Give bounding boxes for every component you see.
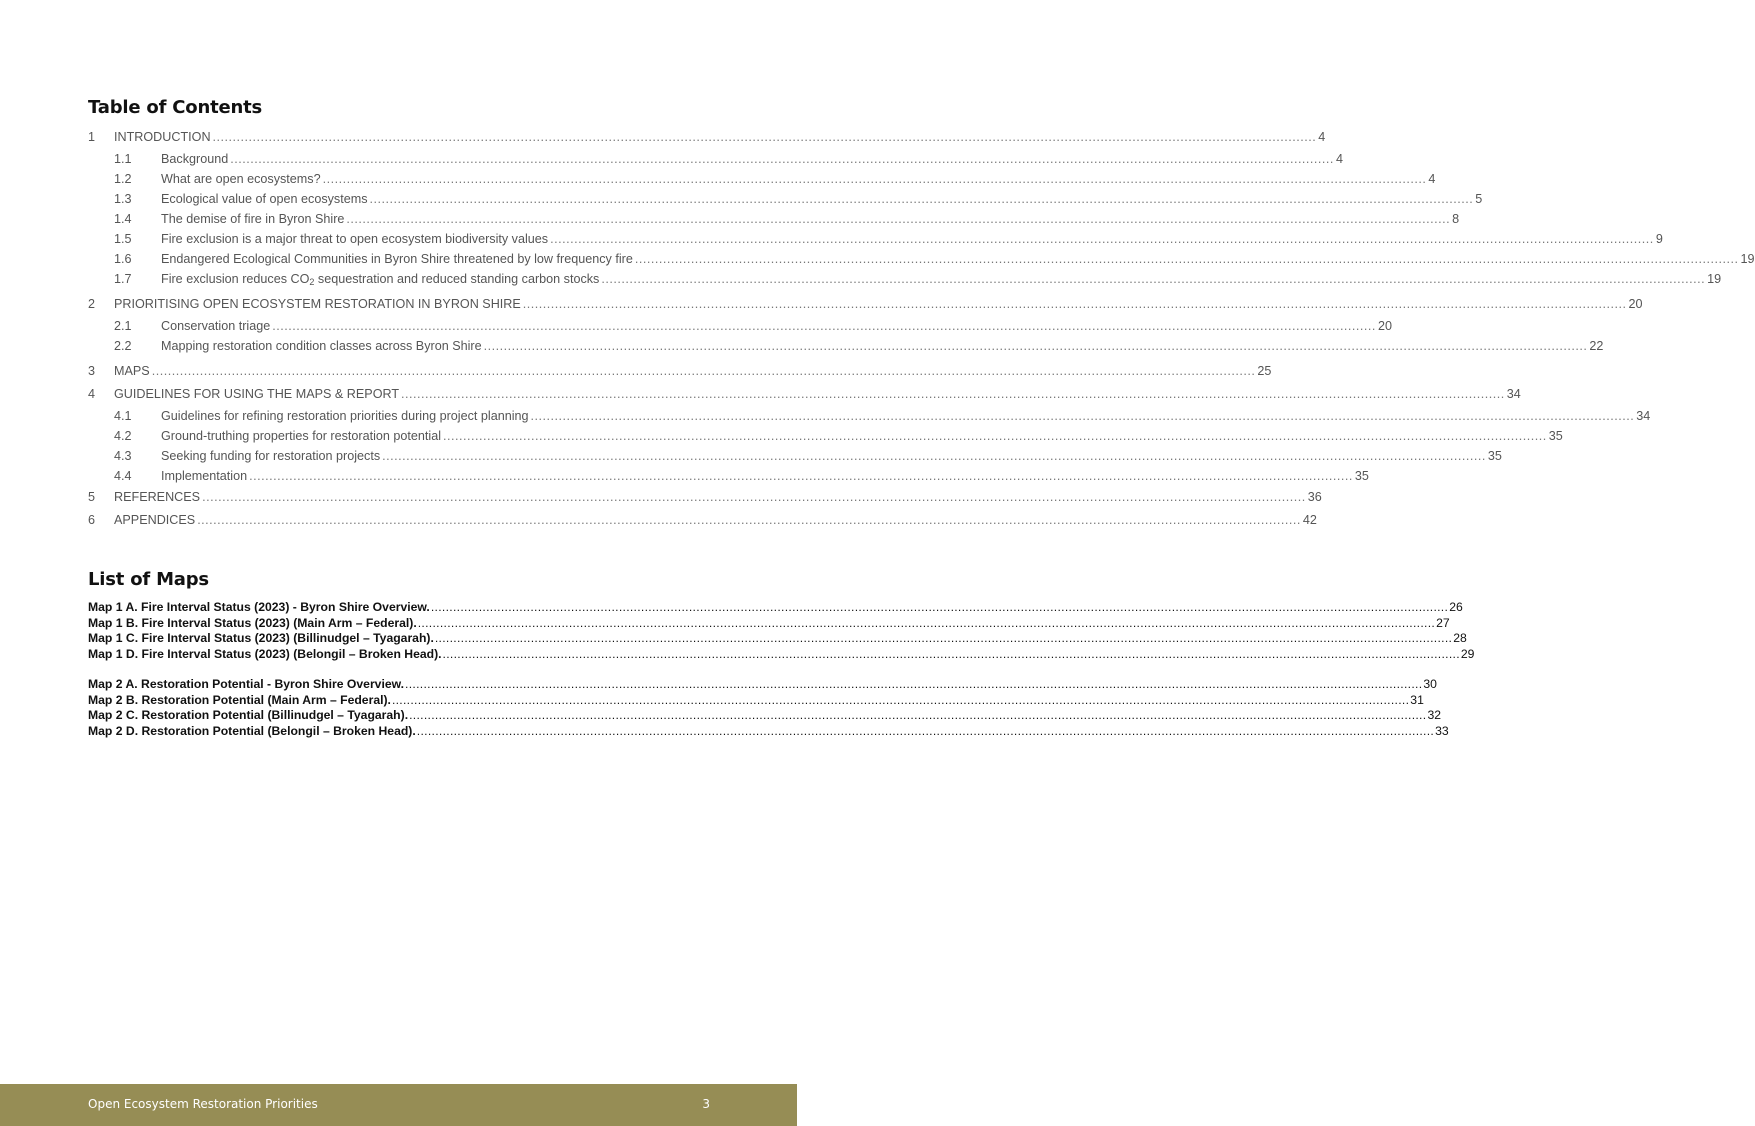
- toc-entry-page: 35: [1487, 449, 1502, 463]
- toc-entry-page: 19: [1707, 272, 1722, 286]
- subscript: 2: [309, 277, 315, 287]
- toc-entry-number: 2.1: [114, 319, 132, 333]
- toc-entry-page: 35: [1354, 469, 1369, 483]
- toc-entry-number: 5: [88, 490, 96, 504]
- map-entry-title: Map 1 B. Fire Interval Status (2023) (Main Arm – Federal).: [88, 615, 417, 630]
- toc-entry-2-2[interactable]: [88, 336, 1604, 356]
- toc-entry-page: 4: [1318, 130, 1326, 144]
- table-of-contents: [88, 126, 1755, 532]
- toc-entry-4-1[interactable]: [88, 406, 1651, 426]
- map-entry-title: Map 1 A. Fire Interval Status (2023) - Byron Shire Overview.: [88, 600, 430, 614]
- map-entry-title: Map 1 C. Fire Interval Status (2023) (Billinudgel – Tyagarah).: [88, 631, 434, 645]
- list-of-maps: [88, 600, 1475, 739]
- dot-leader: [401, 383, 1505, 406]
- toc-entry-4[interactable]: [88, 383, 1521, 406]
- toc-entry-number: 1.3: [114, 192, 132, 206]
- map-entry-page: 27: [1436, 615, 1450, 630]
- toc-entry-page: 22: [1589, 339, 1604, 353]
- map-entry-title: Map 1 D. Fire Interval Status (2023) (Belongil – Broken Head).: [88, 646, 442, 661]
- dot-leader: [382, 446, 1486, 466]
- toc-entry-page: 4: [1428, 172, 1436, 186]
- toc-entry-title: APPENDICES: [114, 513, 196, 527]
- toc-entry-title: Ground-truthing properties for restoration potential: [161, 429, 442, 443]
- toc-entry-1-4[interactable]: [88, 209, 1460, 229]
- toc-entry-title: Implementation: [161, 469, 248, 483]
- toc-entry-4-2[interactable]: [88, 426, 1563, 446]
- toc-entry-1-6[interactable]: [88, 249, 1755, 269]
- dot-leader: [405, 677, 1422, 693]
- toc-entry-page: 5: [1475, 192, 1483, 206]
- dot-leader: [443, 647, 1460, 663]
- toc-entry-page: 20: [1628, 297, 1643, 311]
- toc-entry-title: GUIDELINES FOR USING THE MAPS & REPORT: [114, 387, 400, 401]
- dot-leader: [635, 249, 1739, 269]
- toc-entry-title: MAPS: [114, 364, 150, 378]
- toc-entry-number: 1.1: [114, 152, 132, 166]
- map-entry-title: Map 2 A. Restoration Potential - Byron Shire Overview.: [88, 677, 405, 691]
- toc-entry-title: Fire exclusion is a major threat to open ecosystem biodiversity values: [161, 232, 549, 246]
- map-entry[interactable]: [88, 677, 1437, 693]
- toc-entry-number: 1.7: [114, 272, 132, 286]
- dot-leader: [418, 616, 1435, 632]
- toc-entry-title: Mapping restoration condition classes across Byron Shire: [161, 339, 482, 353]
- dot-leader: [197, 509, 1301, 532]
- toc-entry-5[interactable]: [88, 486, 1322, 509]
- toc-entry-title: [161, 269, 599, 289]
- toc-entry-page: 25: [1257, 364, 1272, 378]
- toc-entry-title: Endangered Ecological Communities in Byron Shire threatened by low frequency fire: [161, 252, 633, 266]
- toc-entry-3[interactable]: [88, 360, 1272, 383]
- toc-entry-4-4[interactable]: [88, 466, 1369, 486]
- map-entry[interactable]: [88, 600, 1463, 616]
- map-entry[interactable]: [88, 692, 1424, 709]
- toc-entry-1-7[interactable]: [88, 269, 1722, 289]
- toc-entry-page: 34: [1636, 409, 1651, 423]
- toc-entry-page: 4: [1335, 152, 1343, 166]
- map-entry[interactable]: [88, 646, 1475, 663]
- dot-leader: [370, 189, 1474, 209]
- toc-heading: Table of Contents: [88, 97, 263, 118]
- toc-entry-2[interactable]: [88, 293, 1643, 316]
- dot-leader: [431, 600, 1448, 616]
- toc-entry-number: 1.4: [114, 212, 132, 226]
- dot-leader: [152, 360, 1256, 383]
- toc-entry-number: 1.2: [114, 172, 132, 186]
- toc-entry-title: Ecological value of open ecosystems: [161, 192, 368, 206]
- dot-leader: [230, 149, 1334, 169]
- toc-entry-number: 1.6: [114, 252, 132, 266]
- footer-page-number: 3: [702, 1097, 710, 1111]
- toc-entry-page: 36: [1307, 490, 1322, 504]
- toc-entry-1-3[interactable]: [88, 189, 1483, 209]
- map-entry[interactable]: [88, 615, 1450, 632]
- dot-leader: [601, 269, 1705, 289]
- map-entry-page: 30: [1423, 677, 1437, 691]
- toc-entry-title: Conservation triage: [161, 319, 271, 333]
- dot-leader: [202, 486, 1306, 509]
- dot-leader: [531, 406, 1635, 426]
- dot-leader: [443, 426, 1547, 446]
- dot-leader: [392, 693, 1409, 709]
- dot-leader: [249, 466, 1353, 486]
- map-entry-page: 28: [1453, 631, 1467, 645]
- toc-entry-number: 4.4: [114, 469, 132, 483]
- toc-entry-title: What are open ecosystems?: [161, 172, 321, 186]
- toc-entry-page: 8: [1452, 212, 1460, 226]
- toc-entry-1-5[interactable]: [88, 229, 1663, 249]
- toc-entry-number: 3: [88, 364, 96, 378]
- toc-entry-number: 1.5: [114, 232, 132, 246]
- dot-leader: [550, 229, 1654, 249]
- toc-entry-page: 9: [1655, 232, 1663, 246]
- toc-entry-page: 42: [1302, 513, 1317, 527]
- toc-entry-title: Background: [161, 152, 229, 166]
- page-footer: [0, 1084, 797, 1126]
- map-entry-title: Map 2 C. Restoration Potential (Billinudgel – Tyagarah).: [88, 708, 409, 722]
- toc-entry-page: 20: [1377, 319, 1392, 333]
- toc-entry-page: 34: [1506, 387, 1521, 401]
- toc-entry-title-part: Fire exclusion reduces CO: [161, 272, 310, 286]
- toc-entry-4-3[interactable]: [88, 446, 1502, 466]
- map-entry-page: 26: [1449, 600, 1463, 614]
- toc-entry-page: 35: [1548, 429, 1563, 443]
- toc-entry-number: 4.1: [114, 409, 132, 423]
- map-entry[interactable]: [88, 708, 1441, 724]
- toc-entry-number: 6: [88, 513, 96, 527]
- map-entry-title: Map 2 B. Restoration Potential (Main Arm – Federal).: [88, 692, 391, 707]
- toc-entry-title: Guidelines for refining restoration priorities during project planning: [161, 409, 529, 423]
- map-entry[interactable]: [88, 631, 1467, 647]
- dot-leader: [323, 169, 1427, 189]
- toc-entry-1[interactable]: [88, 126, 1326, 149]
- maps-heading: List of Maps: [88, 569, 209, 590]
- toc-entry-1-1[interactable]: [88, 149, 1343, 169]
- dot-leader: [213, 126, 1317, 149]
- toc-entry-title: REFERENCES: [114, 490, 201, 504]
- toc-entry-number: 2: [88, 297, 96, 311]
- dot-leader: [417, 724, 1434, 740]
- toc-entry-number: 1: [88, 130, 96, 144]
- map-entry-page: 32: [1427, 708, 1441, 722]
- map-entry-page: 29: [1460, 646, 1475, 661]
- footer-document-title: Open Ecosystem Restoration Priorities: [88, 1097, 318, 1111]
- dot-leader: [272, 316, 1376, 336]
- toc-entry-number: 4.2: [114, 429, 132, 443]
- dot-leader: [409, 708, 1426, 724]
- toc-entry-title: The demise of fire in Byron Shire: [161, 212, 345, 226]
- toc-entry-6[interactable]: [88, 509, 1317, 532]
- toc-entry-title: PRIORITISING OPEN ECOSYSTEM RESTORATION IN BYRON SHIRE: [114, 297, 521, 311]
- dot-leader: [523, 293, 1627, 316]
- dot-leader: [346, 209, 1450, 229]
- toc-entry-number: 4.3: [114, 449, 132, 463]
- map-entry[interactable]: [88, 723, 1449, 740]
- dot-leader: [484, 336, 1588, 356]
- map-entry-title: Map 2 D. Restoration Potential (Belongil – Broken Head).: [88, 723, 416, 738]
- toc-entry-page: 19: [1740, 252, 1755, 266]
- toc-entry-number: 2.2: [114, 339, 132, 353]
- map-entry-page: 33: [1435, 723, 1449, 738]
- toc-entry-number: 4: [88, 387, 96, 401]
- toc-entry-title: INTRODUCTION: [114, 130, 211, 144]
- toc-entry-title: Seeking funding for restoration projects: [161, 449, 381, 463]
- map-entry-page: 31: [1410, 692, 1424, 707]
- toc-entry-1-2[interactable]: [88, 169, 1436, 189]
- toc-entry-2-1[interactable]: [88, 316, 1392, 336]
- toc-entry-title-part: sequestration and reduced standing carbon stocks: [314, 272, 600, 286]
- dot-leader: [435, 631, 1452, 647]
